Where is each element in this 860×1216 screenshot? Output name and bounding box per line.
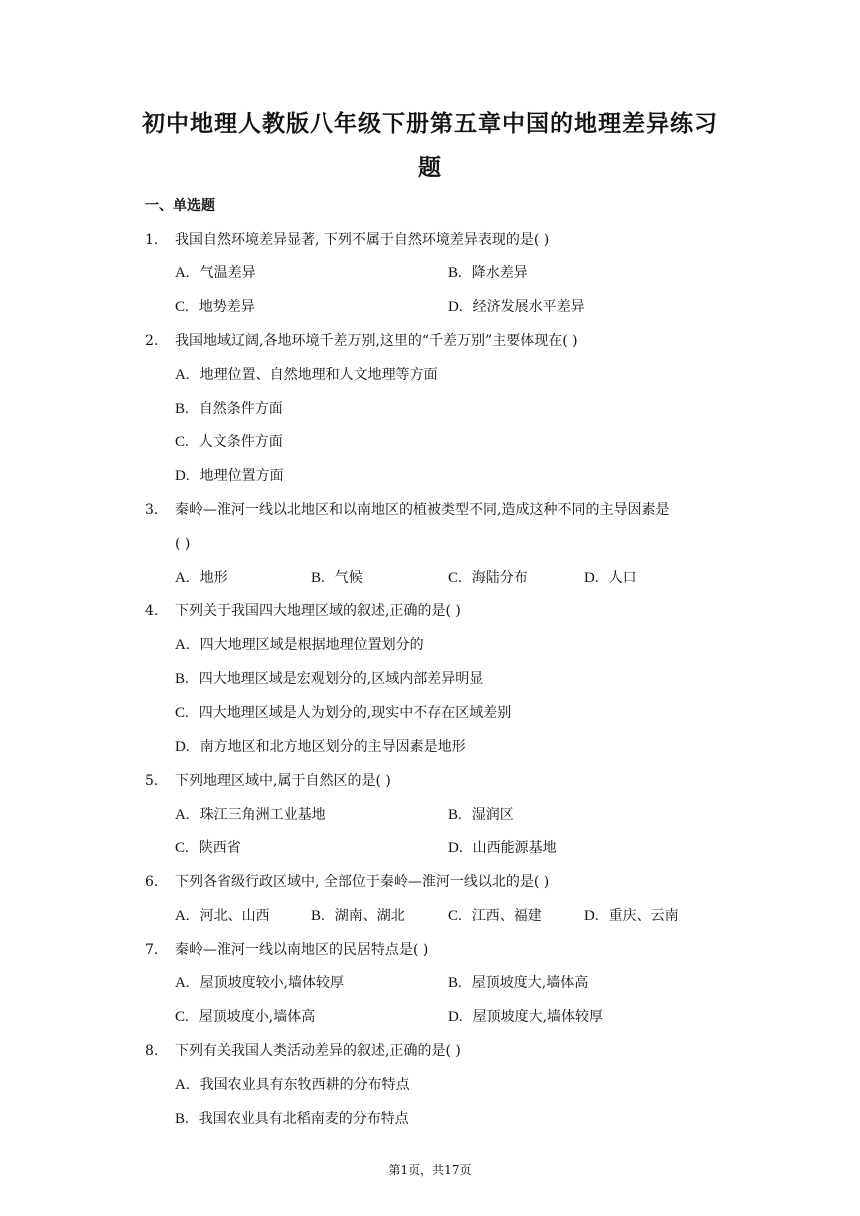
option-label: A. (175, 570, 190, 586)
option-text: 气候 (334, 570, 363, 586)
option-text: 自然条件方面 (198, 401, 283, 417)
section-heading: 一、单选题 (145, 198, 215, 214)
question-number: 3. (145, 502, 159, 518)
option-text: 地理位置方面 (199, 468, 284, 484)
question-text: 秦岭—淮河一线以南地区的民居特点是( ) (175, 942, 429, 958)
option-c (175, 296, 255, 318)
option-text: 地势差异 (198, 299, 255, 315)
option-label: A. (175, 1077, 190, 1093)
option-text: 气温差异 (199, 265, 256, 281)
option-label: D. (448, 1009, 463, 1025)
question-text: 下列有关我国人类活动差异的叙述,正确的是( ) (175, 1043, 461, 1059)
option-d (175, 736, 466, 758)
option-text: 南方地区和北方地区划分的主导因素是地形 (199, 739, 466, 755)
option-c (448, 905, 542, 927)
option-text: 屋顶坡度大,墙体较厚 (472, 1009, 604, 1025)
option-d (448, 1006, 603, 1028)
question-number: 1. (145, 232, 159, 248)
option-label: A. (175, 265, 190, 281)
option-text: 经济发展水平差异 (472, 299, 585, 315)
question-number: 2. (145, 333, 159, 349)
option-c (175, 837, 241, 859)
option-text: 重庆、云南 (608, 908, 679, 924)
option-a (175, 905, 270, 927)
option-b (175, 398, 283, 420)
option-text: 四大地理区域是宏观划分的,区域内部差异明显 (198, 671, 484, 687)
option-text: 陕西省 (198, 840, 241, 856)
option-label: A. (175, 975, 190, 991)
option-label: B. (448, 975, 462, 991)
option-a (175, 364, 438, 386)
option-label: B. (311, 570, 325, 586)
option-label: C. (175, 434, 189, 450)
option-label: D. (584, 908, 599, 924)
option-label: D. (175, 468, 190, 484)
option-d (448, 296, 585, 318)
option-text: 我国农业具有北稻南麦的分布特点 (198, 1111, 409, 1127)
option-c (175, 702, 511, 724)
option-text: 湿润区 (471, 807, 514, 823)
option-label: C. (448, 908, 462, 924)
option-text: 四大地理区域是根据地理位置划分的 (199, 637, 424, 653)
option-label: B. (448, 807, 462, 823)
option-label: D. (175, 739, 190, 755)
option-text: 山西能源基地 (472, 840, 557, 856)
option-label: A. (175, 908, 190, 924)
question-text: 秦岭—淮河一线以北地区和以南地区的植被类型不同,造成这种不同的主导因素是 (175, 502, 670, 518)
question-text: 我国地域辽阔,各地环境千差万别,这里的“千差万别”主要体现在( ) (175, 333, 578, 349)
option-text: 地形 (199, 570, 228, 586)
question-text: 我国自然环境差异显著, 下列不属于自然环境差异表现的是( ) (175, 232, 550, 248)
page-footer: 第1页，共17页 (388, 1163, 472, 1177)
option-b (448, 972, 588, 994)
option-c (175, 431, 283, 453)
option-d (175, 465, 284, 487)
option-b (311, 567, 363, 589)
option-a (175, 1074, 410, 1096)
option-label: D. (584, 570, 599, 586)
option-label: B. (311, 908, 325, 924)
option-text: 河北、山西 (199, 908, 270, 924)
option-b (175, 668, 483, 690)
option-b (311, 905, 405, 927)
option-text: 屋顶坡度小,墙体高 (198, 1009, 316, 1025)
option-label: C. (448, 570, 462, 586)
option-label: C. (175, 705, 189, 721)
option-a (175, 804, 326, 826)
document-title-line-1: 初中地理人教版八年级下册第五章中国的地理差异练习 (142, 111, 718, 137)
option-label: C. (175, 840, 189, 856)
option-label: C. (175, 1009, 189, 1025)
option-a (175, 567, 228, 589)
option-a (175, 972, 344, 994)
option-label: B. (175, 401, 189, 417)
question-number: 7. (145, 942, 159, 958)
option-text: 屋顶坡度大,墙体高 (471, 975, 589, 991)
option-label: D. (448, 840, 463, 856)
option-label: B. (175, 671, 189, 687)
option-text: 我国农业具有东牧西耕的分布特点 (199, 1077, 410, 1093)
option-d (584, 905, 679, 927)
option-text: 屋顶坡度较小,墙体较厚 (199, 975, 345, 991)
option-d (448, 837, 557, 859)
question-number: 8. (145, 1043, 159, 1059)
question-text: 下列地理区域中,属于自然区的是( ) (175, 773, 391, 789)
option-b (448, 804, 514, 826)
option-text: 珠江三角洲工业基地 (199, 807, 326, 823)
option-label: D. (448, 299, 463, 315)
question-text-continued: ( ) (175, 536, 191, 552)
option-label: A. (175, 367, 190, 383)
option-label: B. (175, 1111, 189, 1127)
option-text: 人口 (608, 570, 637, 586)
option-text: 降水差异 (471, 265, 528, 281)
option-d (584, 567, 637, 589)
option-label: A. (175, 637, 190, 653)
option-a (175, 634, 424, 656)
question-number: 5. (145, 773, 159, 789)
option-text: 江西、福建 (471, 908, 542, 924)
option-label: C. (175, 299, 189, 315)
option-label: A. (175, 807, 190, 823)
option-b (175, 1108, 409, 1130)
option-label: B. (448, 265, 462, 281)
option-c (175, 1006, 315, 1028)
option-text: 地理位置、自然地理和人文地理等方面 (199, 367, 438, 383)
question-text: 下列各省级行政区域中, 全部位于秦岭—淮河一线以北的是( ) (175, 874, 550, 890)
option-a (175, 262, 256, 284)
option-text: 海陆分布 (471, 570, 528, 586)
option-b (448, 262, 528, 284)
question-number: 6. (145, 874, 159, 890)
question-text: 下列关于我国四大地理区域的叙述,正确的是( ) (175, 603, 461, 619)
option-text: 四大地理区域是人为划分的,现实中不存在区域差别 (198, 705, 512, 721)
question-number: 4. (145, 603, 159, 619)
document-title-line-2: 题 (418, 155, 442, 181)
option-c (448, 567, 528, 589)
option-text: 湖南、湖北 (334, 908, 405, 924)
option-text: 人文条件方面 (198, 434, 283, 450)
